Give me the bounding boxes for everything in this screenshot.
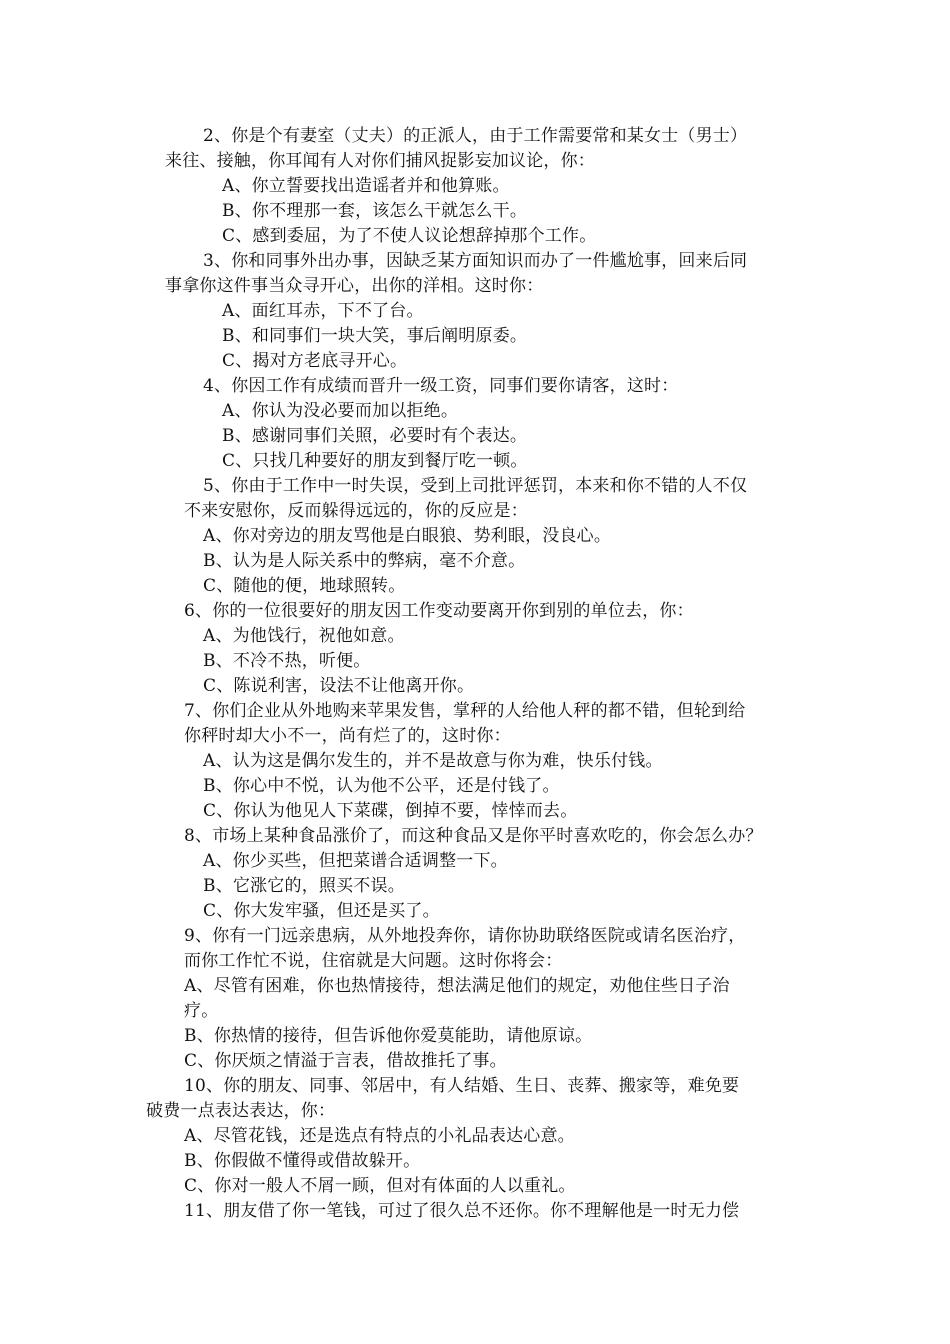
q10-option-c: C、你对一般人不屑一顾，但对有体面的人以重礼。 [184, 1176, 576, 1196]
q7-line1: 7、你们企业从外地购来苹果发售，掌秤的人给他人秤的都不错，但轮到给 [184, 701, 746, 721]
q3-option-c: C、揭对方老底寻开心。 [222, 351, 408, 371]
q5-option-a: A、你对旁边的朋友骂他是白眼狼、势利眼，没良心。 [203, 526, 612, 546]
q5-option-b: B、认为是人际关系中的弊病，毫不介意。 [203, 551, 526, 571]
q10-option-b: B、你假做不懂得或借故躲开。 [184, 1151, 421, 1171]
q4-line1: 4、你因工作有成绩而晋升一级工资，同事们要你请客，这时： [203, 376, 679, 396]
q8-option-c: C、你大发牢骚，但还是买了。 [203, 901, 440, 921]
q7-option-b: B、你心中不悦，认为他不公平，还是付钱了。 [203, 776, 560, 796]
q8-option-a: A、你少买些，但把菜谱合适调整一下。 [203, 851, 508, 871]
q10-line2: 破费一点表达表达，你： [146, 1101, 336, 1121]
q7-option-a: A、认为这是偶尔发生的，并不是故意与你为难，快乐付钱。 [203, 751, 663, 771]
q8-line1: 8、市场上某种食品涨价了，而这种食品又是你平时喜欢吃的，你会怎么办？ [184, 826, 763, 846]
q8-option-b: B、它涨它的，照买不误。 [203, 876, 405, 896]
q9-option-b: B、你热情的接待，但告诉他你爱莫能助，请他原谅。 [184, 1026, 593, 1046]
q5-option-c: C、随他的便，地球照转。 [203, 576, 406, 596]
q2-line2: 来往、接触，你耳闻有人对你们捕风捉影妄加议论，你： [165, 151, 595, 171]
q6-option-b: B、不冷不热，听便。 [203, 651, 371, 671]
q7-line2: 你秤时却大小不一，尚有烂了的，这时你： [184, 726, 511, 746]
q2-option-a: A、你立誓要找出造谣者并和他算账。 [222, 176, 510, 196]
q3-line1: 3、你和同事外出办事，因缺乏某方面知识而办了一件尴尬事，回来后同 [203, 251, 748, 271]
q3-option-b: B、和同事们一块大笑，事后阐明原委。 [222, 326, 528, 346]
q9-option-a: A、尽管有困难，你也热情接待，想法满足他们的规定，劝他住些日子治 [184, 976, 730, 996]
q4-option-b: B、感谢同事们关照，必要时有个表达。 [222, 426, 528, 446]
q5-line2: 不来安慰你，反而躲得远远的，你的反应是： [184, 501, 528, 521]
q6-line1: 6、你的一位很要好的朋友因工作变动要离开你到别的单位去，你： [184, 601, 694, 621]
q9-line2: 而你工作忙不说，住宿就是大问题。这时你将会： [184, 951, 563, 971]
q9-option-c: C、你厌烦之情溢于言表，借故推托了事。 [184, 1051, 507, 1071]
q5-line1: 5、你由于工作中一时失误，受到上司批评惩罚，本来和你不错的人不仅 [203, 476, 748, 496]
q10-option-a: A、尽管花钱，还是选点有特点的小礼品表达心意。 [184, 1126, 575, 1146]
q11-line1: 11、朋友借了你一笔钱，可过了很久总不还你。你不理解他是一时无力偿 [184, 1201, 740, 1221]
q4-option-c: C、只找几种要好的朋友到餐厅吃一顿。 [222, 451, 528, 471]
q9-line1: 9、你有一门远亲患病，从外地投奔你，请你协助联络医院或请名医治疗， [184, 926, 746, 946]
q2-option-c: C、感到委屈，为了不使人议论想辞掉那个工作。 [222, 226, 597, 246]
q9-option-a-cont: 疗。 [184, 1001, 219, 1021]
q10-line1: 10、你的朋友、同事、邻居中，有人结婚、生日、丧葬、搬家等，难免要 [184, 1076, 740, 1096]
q4-option-a: A、你认为没必要而加以拒绝。 [222, 401, 459, 421]
q6-option-c: C、陈说利害，设法不让他离开你。 [203, 676, 475, 696]
q7-option-c: C、你认为他见人下菜碟，倒掉不要，悻悻而去。 [203, 801, 578, 821]
q3-line2: 事拿你这件事当众寻开心，出你的洋相。这时你： [165, 276, 544, 296]
q6-option-a: A、为他饯行，祝他如意。 [203, 626, 405, 646]
q2-option-b: B、你不理那一套，该怎么干就怎么干。 [222, 201, 528, 221]
q2-line1: 2、你是个有妻室（丈夫）的正派人，由于工作需要常和某女士（男士） [203, 126, 748, 146]
q3-option-a: A、面红耳赤，下不了台。 [222, 301, 424, 321]
